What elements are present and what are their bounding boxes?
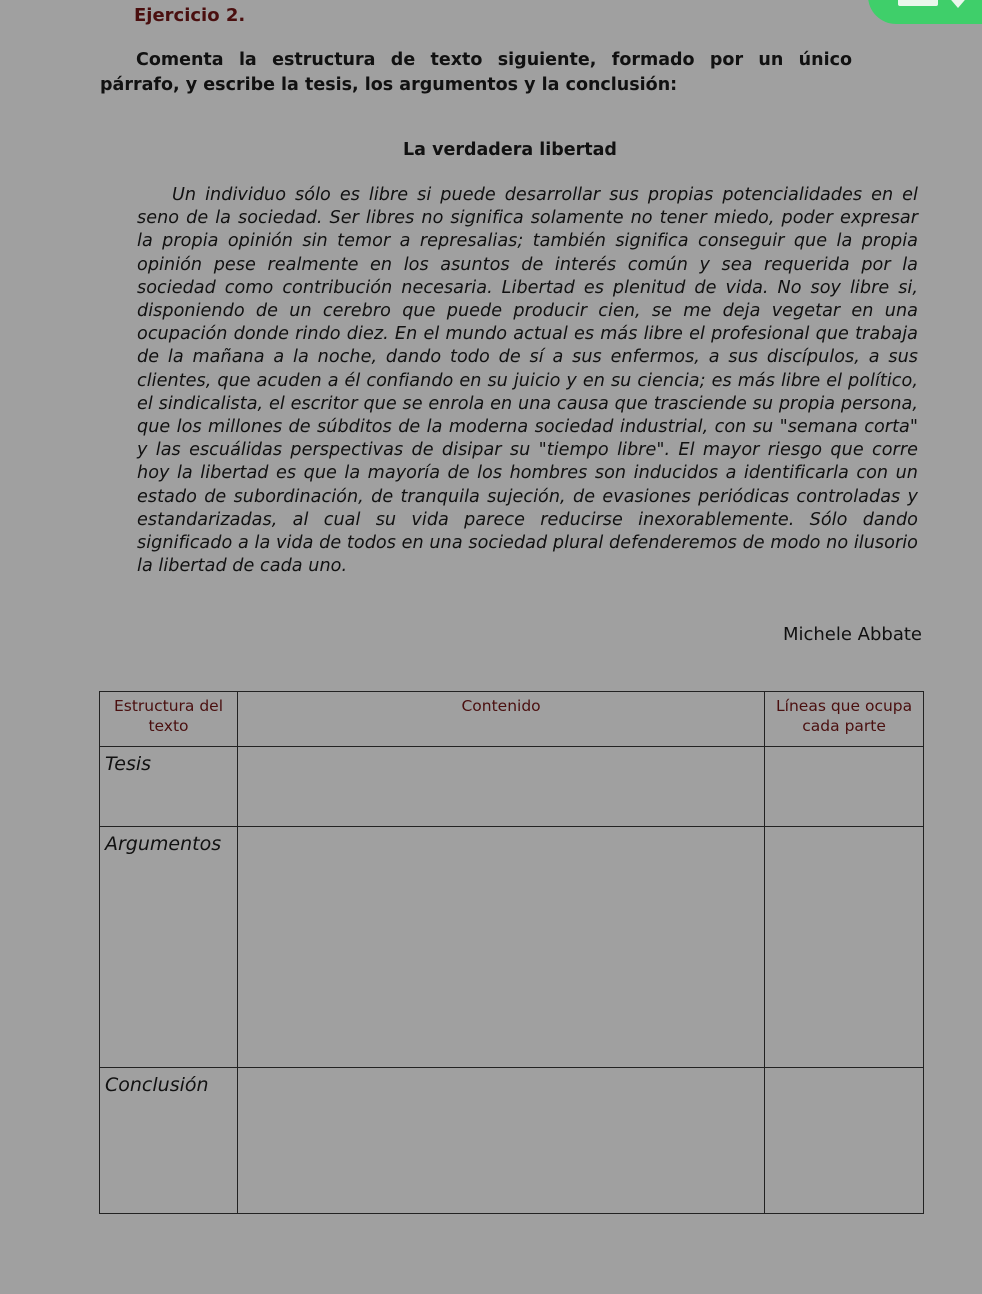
header-structure-line-1: Estructura del <box>113 697 223 715</box>
structure-table <box>99 691 924 1214</box>
cell-conclusion-lines[interactable] <box>765 1068 924 1214</box>
corner-badge <box>868 0 982 24</box>
essay-body: Un individuo sólo es libre si puede desarrollar sus propias potencialidades en el seno de la sociedad. Ser libres no significa solamente no tener miedo, poder expresar la propia opinión sin temor a represalias; también significa conseguir que la propia opinión pese realmente en los asuntos de interés común y sea requerida por la sociedad como contribución necesaria. Libertad es plenitud de vida. No soy libre si, disponiendo de un cerebro que puede producir cien, se me deja vegetar en una ocupación donde rindo diez. En el mundo actual es más libre el profesional que trabaja de la mañana a la noche, dando todo de sí a sus enfermos, a sus discípulos, a sus clientes, que acuden a él confiando en su juicio y en su ciencia; es más libre el político, el sindicalista, el escritor que se enrola en una causa que trasciende su propia persona, que los millones de súbditos de la moderna sociedad industrial, con su "semana corta" y las escuálidas perspectivas de disipar su "tiempo libre". El mayor riesgo que corre hoy la libertad es que la mayoría de los hombres son inducidos a identificarla con un estado de subordinación, de tranquila sujeción, de evasiones periódicas controladas y estandarizadas, al cual su vida parece reducirse inexorablemente. Sólo dando significado a la vida de todos en una sociedad plural defenderemos de modo no ilusorio la libertad de cada uno. <box>137 185 918 577</box>
header-structure-line-2: texto <box>148 717 189 735</box>
header-content: Contenido <box>237 692 764 747</box>
instructions-line-2: párrafo, y escribe la tesis, los argumentos y la conclusión: <box>100 75 678 95</box>
header-structure <box>100 692 238 747</box>
table-header-row <box>100 692 924 747</box>
header-lines <box>765 692 924 747</box>
row-label-argumentos: Argumentos <box>100 827 238 1068</box>
exercise-title: Ejercicio 2. <box>134 5 246 26</box>
header-lines-line-2: cada parte <box>802 717 886 735</box>
essay-title: La verdadera libertad <box>403 140 617 160</box>
cell-argumentos-lines[interactable] <box>765 827 924 1068</box>
table-row <box>100 827 924 1068</box>
badge-bar-icon <box>898 0 938 6</box>
cell-tesis-lines[interactable] <box>765 747 924 827</box>
row-label-tesis: Tesis <box>100 747 238 827</box>
instructions <box>100 48 852 98</box>
instructions-line-1: Comenta la estructura de texto siguiente, formado por un único <box>136 50 852 70</box>
badge-triangle-icon <box>946 0 970 8</box>
cell-conclusion-content[interactable] <box>237 1068 764 1214</box>
cell-argumentos-content[interactable] <box>237 827 764 1068</box>
row-label-conclusion: Conclusión <box>100 1068 238 1214</box>
table-row <box>100 1068 924 1214</box>
cell-tesis-content[interactable] <box>237 747 764 827</box>
table-row <box>100 747 924 827</box>
author: Michele Abbate <box>782 624 922 645</box>
header-lines-line-1: Líneas que ocupa <box>776 697 913 715</box>
